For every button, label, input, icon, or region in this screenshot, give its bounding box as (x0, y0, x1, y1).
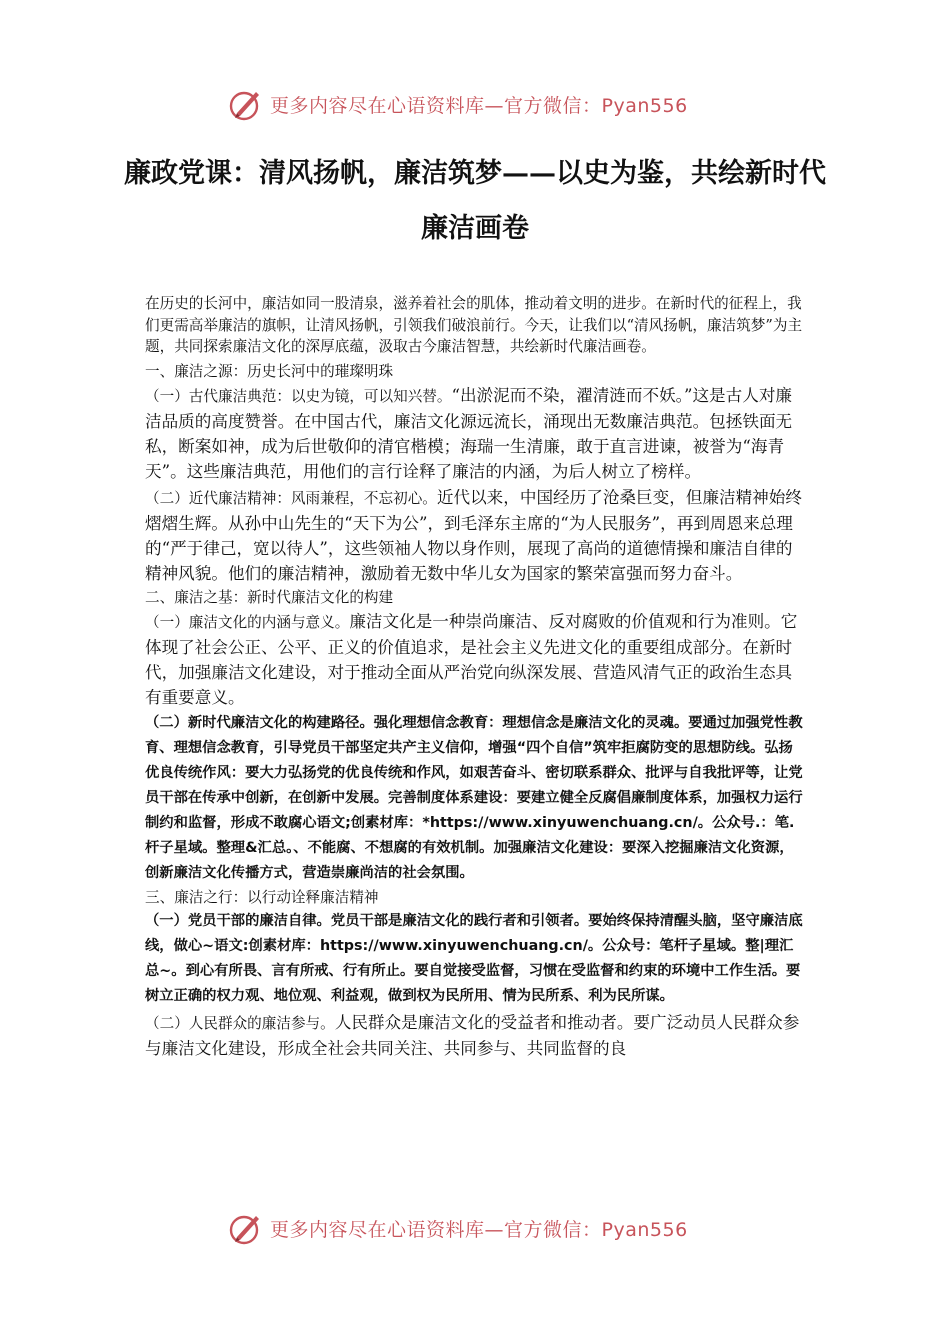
section-3-paragraph-2 (145, 1010, 807, 1061)
section-3-heading: 三、廉洁之行：以行动诠释廉洁精神 (145, 888, 379, 906)
banner-text: 更多内容尽在心语资料库—官方微信：Pyan556 (270, 1218, 688, 1241)
section-2-paragraph-1 (145, 609, 807, 710)
pen-logo-icon (228, 86, 264, 122)
paragraph-body: 人民群众是廉洁文化的受益者和推动者。要广泛动员人民群众参与廉洁文化建设，形成全社会共同关注、共同参与、共同监督的良 (145, 1012, 800, 1058)
document-body (145, 293, 807, 1061)
banner-text: 更多内容尽在心语资料库—官方微信：Pyan556 (270, 94, 688, 117)
paragraph-body: 廉洁文化是一种崇尚廉洁、反对腐败的价值观和行为准则。它体现了社会公正、公平、正义的价值追求，是社会主义先进文化的重要组成部分。在新时代，加强廉洁文化建设，对于推动全面从严治党向纵深发展、营造风清气正的政治生态具有重要意义。 (145, 611, 798, 707)
section-1-paragraph-2 (145, 485, 807, 586)
header-banner (228, 84, 728, 124)
page-title: 廉政党课：清风扬帆，廉洁筑梦——以史为鉴，共绘新时代廉洁画卷 (124, 158, 826, 244)
section-2-heading: 二、廉洁之基：新时代廉洁文化的构建 (145, 588, 394, 606)
section-1-paragraph-1 (145, 383, 807, 484)
section-3-paragraph-1: （一）党员干部的廉洁自律。党员干部是廉洁文化的践行者和引领者。要始终保持清醒头脑，坚守廉洁底线，做心~语文:创素材库：https://www.xinyuwenchuang.cn/。公众号：笔杆子星域。整|理汇总~。到心有所畏、言有所戒、行有所止。要自觉接受监督，习惯在受监督和约束的环境中工作生活。要树立正确的权力观、地位观、利益观，做到权为民所用、情为民所系、利为民所谋。 (145, 912, 803, 1004)
paragraph-lead: （一）古代廉洁典范：以史为镜，可以知兴替。 (145, 387, 452, 405)
paragraph-lead: （二）人民群众的廉洁参与。 (145, 1014, 335, 1032)
paragraph-lead: （二）近代廉洁精神：风雨兼程，不忘初心。 (145, 489, 437, 507)
paragraph-body: 近代以来，中国经历了沧桑巨变，但廉洁精神始终熠熠生辉。从孙中山先生的“天下为公”，到毛泽东主席的“为人民服务”，再到周恩来总理的“严于律己，宽以待人”，这些领袖人物以身作则，展现了高尚的道德情操和廉洁自律的精神风貌。他们的廉洁精神，激励着无数中华儿女为国家的繁荣富强而努力奋斗。 (145, 487, 802, 583)
paragraph-lead: （一）廉洁文化的内涵与意义。 (145, 613, 350, 631)
footer-banner (228, 1208, 728, 1248)
section-1-heading: 一、廉洁之源：历史长河中的璀璨明珠 (145, 362, 394, 380)
paragraph-body: “出淤泥而不染，濯清涟而不妖。”这是古人对廉洁品质的高度赞誉。在中国古代，廉洁文化源远流长，涌现出无数廉洁典范。包拯铁面无私，断案如神，成为后世敬仰的清官楷模；海瑞一生清廉，敢于直言进谏，被誉为“海青天”。这些廉洁典范，用他们的言行诠释了廉洁的内涵，为后人树立了榜样。 (145, 385, 793, 481)
intro-paragraph: 在历史的长河中，廉洁如同一股清泉，滋养着社会的肌体，推动着文明的进步。在新时代的征程上，我们更需高举廉洁的旗帜，让清风扬帆，引领我们破浪前行。今天，让我们以“清风扬帆，廉洁筑梦”为主题，共同探索廉洁文化的深厚底蕴，汲取古今廉洁智慧，共绘新时代廉洁画卷。 (145, 295, 803, 355)
pen-logo-icon (228, 1210, 264, 1246)
section-2-paragraph-2: （二）新时代廉洁文化的构建路径。强化理想信念教育：理想信念是廉洁文化的灵魂。要通过加强党性教育、理想信念教育，引导党员干部坚定共产主义信仰，增强“四个自信”筑牢拒腐防变的思想防线。弘扬优良传统作风：要大力弘扬党的优良传统和作风，如艰苦奋斗、密切联系群众、批评与自我批评等，让党员干部在传承中创新，在创新中发展。完善制度体系建设：要建立健全反腐倡廉制度体系，加强权力运行制约和监督，形成不敢腐心语文;创素材库：*https://www.xinyuwenchuang.cn/。公众号.：笔.杆子星域。整理&汇总。、不能腐、不想腐的有效机制。加强廉洁文化建设：要深入挖掘廉洁文化资源，创新廉洁文化传播方式，营造崇廉尚洁的社会氛围。 (145, 714, 803, 881)
